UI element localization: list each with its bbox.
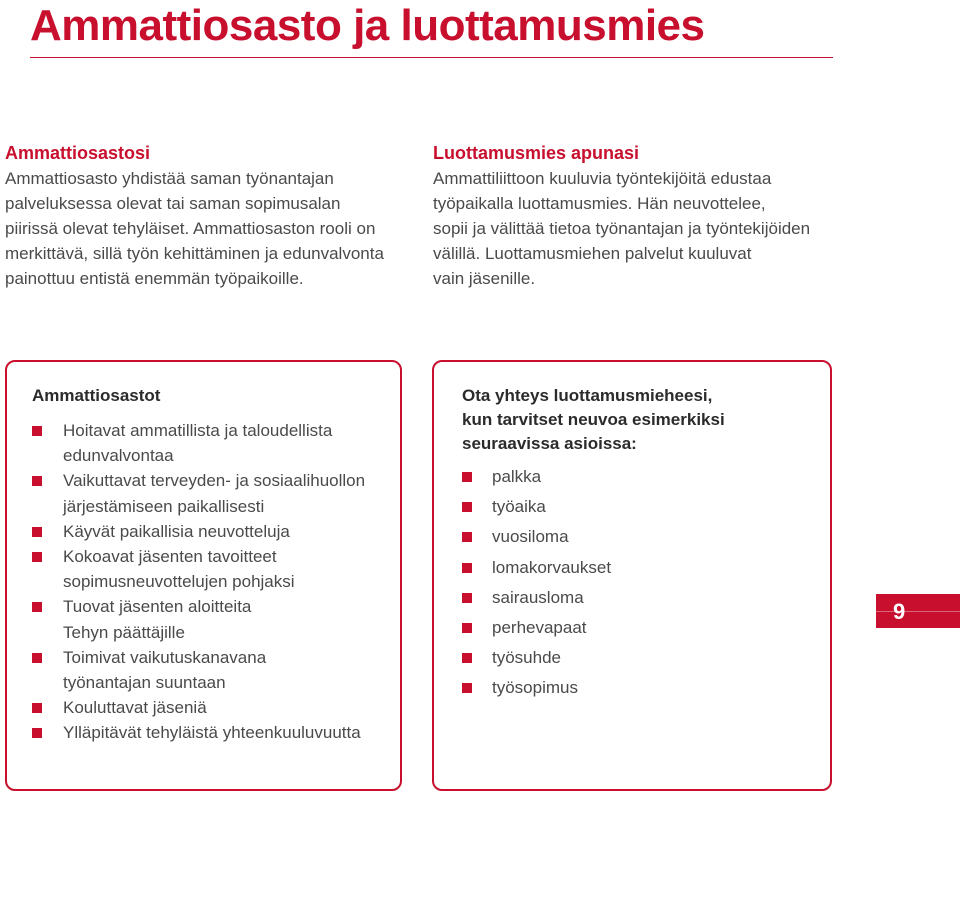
list-item	[462, 613, 830, 643]
box-heading-line: seuraavissa asioissa:	[462, 434, 637, 453]
list-item-line: edunvalvontaa	[63, 446, 174, 466]
bullet-square-icon	[32, 653, 42, 663]
bullet-square-icon	[32, 602, 42, 612]
bullet-square-icon	[462, 653, 472, 663]
list-item-label: vuosiloma	[492, 527, 569, 547]
bullet-square-icon	[462, 623, 472, 633]
list-item-label: palkka	[492, 467, 542, 486]
list-item	[32, 594, 400, 644]
section-heading: Luottamusmies apunasi	[433, 143, 640, 163]
body-line: painottuu entistä enemmän työpaikoille.	[5, 269, 304, 288]
list-item-line: Vaikuttavat terveyden- ja sosiaalihuollon	[63, 471, 366, 491]
bullet-square-icon	[462, 472, 472, 482]
body-line: työpaikalla luottamusmies. Hän neuvottelee,	[433, 194, 766, 213]
body-line: välillä. Luottamusmiehen palvelut kuuluvat	[433, 244, 752, 263]
section-body	[5, 166, 400, 291]
list-item	[462, 583, 830, 613]
list-item	[32, 468, 400, 518]
list-item-line: järjestämiseen paikallisesti	[63, 496, 265, 516]
list-item-label: lomakorvaukset	[492, 557, 612, 577]
bullet-square-icon	[462, 563, 472, 573]
list-item	[32, 544, 400, 594]
box-heading-line: Ota yhteys luottamusmieheesi,	[462, 386, 713, 405]
body-line: sopii ja välittää tietoa työnantajan ja työntekijöiden	[433, 219, 811, 238]
bullet-square-icon	[32, 703, 42, 713]
list-item-line: Tuovat jäsenten aloitteita	[63, 597, 252, 617]
list-item-line: Käyvät paikallisia neuvotteluja	[63, 521, 290, 541]
page-number: 9	[893, 599, 906, 624]
list-item	[462, 522, 830, 552]
bullet-square-icon	[32, 426, 42, 436]
list-item-line: Ylläpitävät tehyläistä yhteenkuuluvuutta	[63, 723, 361, 743]
list-item-label: työaika	[492, 497, 546, 517]
body-line: Ammattiliittoon kuuluvia työntekijöitä edustaa	[433, 169, 772, 188]
box-heading-line: kun tarvitset neuvoa esimerkiksi	[462, 410, 725, 429]
list-item	[32, 695, 400, 720]
body-line: piirissä olevat tehyläiset. Ammattiosaston rooli on	[5, 219, 376, 238]
list-item	[462, 462, 830, 492]
list-item-line: Hoitavat ammatillista ja taloudellista	[63, 421, 333, 440]
page-tab-divider	[876, 611, 960, 612]
body-line: merkittävä, sillä työn kehittäminen ja edunvalvonta	[5, 244, 384, 263]
ammattiosastot-box	[5, 360, 402, 791]
list-item-line: Kouluttavat jäseniä	[63, 698, 207, 718]
list-item	[462, 492, 830, 522]
box-heading: Ammattiosastot	[32, 386, 161, 405]
list-item-line: sopimusneuvottelujen pohjaksi	[63, 572, 295, 592]
body-line: Ammattiosasto yhdistää saman työnantajan	[5, 169, 334, 188]
body-line: palveluksessa olevat tai saman sopimusalan	[5, 194, 341, 213]
section-ammattiosastosi	[5, 140, 400, 291]
list-item-label: työsuhde	[492, 648, 561, 668]
list-item	[32, 645, 400, 695]
section-body	[433, 166, 853, 291]
section-heading: Ammattiosastosi	[5, 143, 151, 163]
list-item	[462, 553, 830, 583]
list-item-line: Toimivat vaikutuskanavana	[63, 647, 267, 667]
list-item-line: työnantajan suuntaan	[63, 673, 226, 693]
body-line: vain jäsenille.	[433, 269, 536, 288]
ammattiosastot-list	[32, 418, 400, 746]
list-item-line: Tehyn päättäjille	[63, 622, 185, 642]
bullet-square-icon	[32, 728, 42, 738]
list-item-line: Kokoavat jäsenten tavoitteet	[63, 547, 277, 567]
ota-yhteys-box	[432, 360, 832, 791]
topics-list	[462, 462, 830, 704]
list-item	[32, 519, 400, 544]
title-divider	[30, 57, 833, 58]
section-luottamusmies-apunasi	[433, 140, 853, 291]
bullet-square-icon	[32, 552, 42, 562]
bullet-square-icon	[32, 527, 42, 537]
box-heading	[462, 384, 830, 456]
page-title: Ammattiosasto ja luottamusmies	[30, 1, 705, 50]
list-item-label: työsopimus	[492, 678, 578, 698]
list-item-label: sairausloma	[492, 587, 584, 607]
bullet-square-icon	[462, 683, 472, 693]
bullet-square-icon	[462, 502, 472, 512]
bullet-square-icon	[462, 593, 472, 603]
list-item	[462, 643, 830, 673]
bullet-square-icon	[462, 532, 472, 542]
list-item	[32, 418, 400, 468]
list-item	[462, 673, 830, 703]
bullet-square-icon	[32, 476, 42, 486]
list-item-label: perhevapaat	[492, 618, 587, 638]
list-item	[32, 720, 400, 745]
